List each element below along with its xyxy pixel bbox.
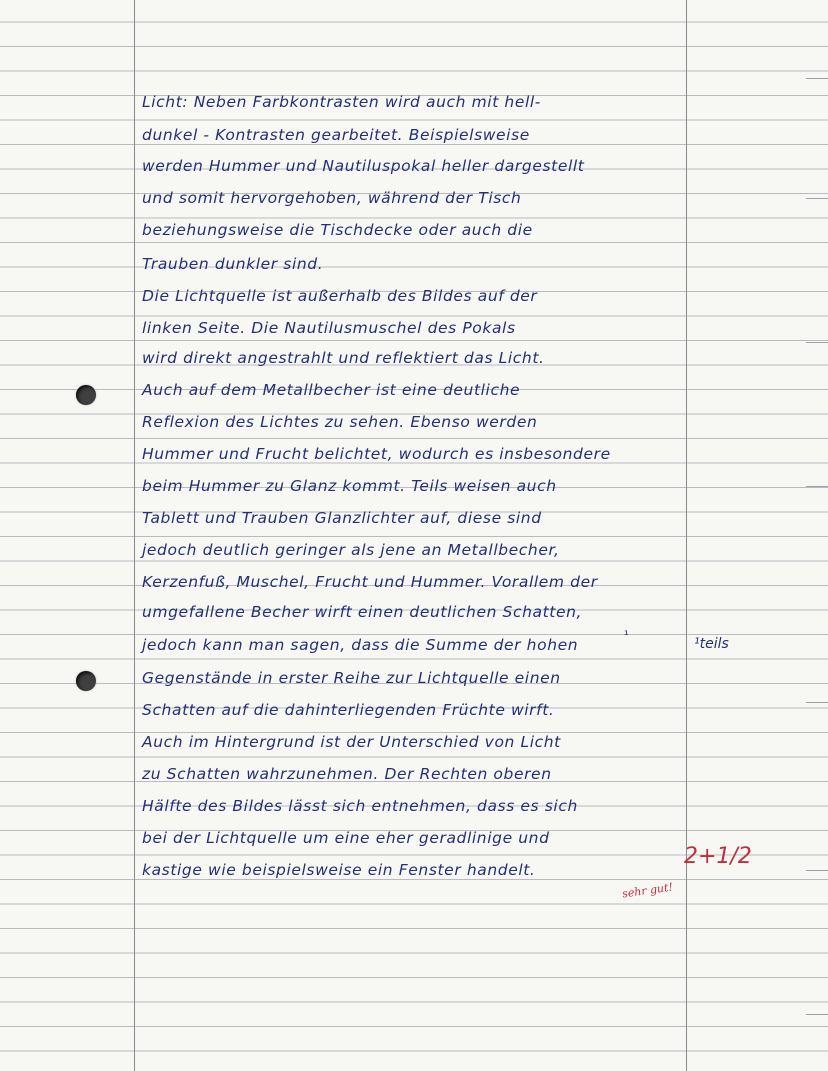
text-line: umgefallene Becher wirft einen deutlichen Schatten,: [142, 603, 583, 621]
punch-hole: [76, 385, 96, 405]
text-line: bei der Lichtquelle um eine eher geradlinige und: [142, 829, 550, 847]
edge-tick: [806, 702, 828, 703]
punch-hole: [76, 671, 96, 691]
teacher-comment: sehr gut!: [621, 880, 674, 901]
text-line: Trauben dunkler sind.: [142, 255, 324, 273]
text-line: Auch auf dem Metallbecher ist eine deutliche: [142, 381, 521, 399]
teacher-grade: 2+1/2: [684, 844, 752, 869]
text-line: beziehungsweise die Tischdecke oder auch die: [142, 221, 533, 239]
text-line: zu Schatten wahrzunehmen. Der Rechten oberen: [142, 765, 552, 783]
text-line: Schatten auf die dahinterliegenden Früchte wirft.: [142, 701, 555, 719]
text-line: werden Hummer und Nautiluspokal heller dargestellt: [142, 157, 585, 175]
text-line: Gegenstände in erster Reihe zur Lichtquelle einen: [142, 669, 561, 687]
text-line: Licht: Neben Farbkontrasten wird auch mit hell-: [142, 93, 541, 111]
margin-correction: ¹teils: [694, 636, 729, 652]
text-line: wird direkt angestrahlt und reflektiert das Licht.: [142, 349, 545, 367]
text-line: Hummer und Frucht belichtet, wodurch es insbesondere: [142, 445, 611, 463]
insertion-mark: ¹: [624, 628, 629, 642]
text-line: kastige wie beispielsweise ein Fenster handelt.: [142, 861, 536, 879]
text-line: Hälfte des Bildes lässt sich entnehmen, dass es sich: [142, 797, 578, 815]
text-line: Reflexion des Lichtes zu sehen. Ebenso werden: [142, 413, 538, 431]
text-line: und somit hervorgehoben, während der Tisch: [142, 189, 522, 207]
text-line: jedoch deutlich geringer als jene an Metallbecher,: [142, 541, 560, 559]
text-line: beim Hummer zu Glanz kommt. Teils weisen auch: [142, 477, 557, 495]
edge-tick: [806, 870, 828, 871]
edge-tick: [806, 78, 828, 79]
text-line: Kerzenfuß, Muschel, Frucht und Hummer. Vorallem der: [142, 573, 598, 591]
text-line: jedoch kann man sagen, dass die Summe der hohen: [142, 636, 579, 654]
text-line: dunkel - Kontrasten gearbeitet. Beispielsweise: [142, 126, 530, 144]
text-line: Die Lichtquelle ist außerhalb des Bildes auf der: [142, 287, 538, 305]
edge-tick: [806, 342, 828, 343]
edge-tick: [806, 198, 828, 199]
right-margin-line: [686, 0, 687, 1071]
text-line: linken Seite. Die Nautilusmuschel des Pokals: [142, 319, 516, 337]
text-line: Tablett und Trauben Glanzlichter auf, diese sind: [142, 509, 542, 527]
edge-tick: [806, 1014, 828, 1015]
edge-tick: [806, 486, 828, 487]
text-line: Auch im Hintergrund ist der Unterschied von Licht: [142, 733, 561, 751]
left-margin-line: [134, 0, 135, 1071]
